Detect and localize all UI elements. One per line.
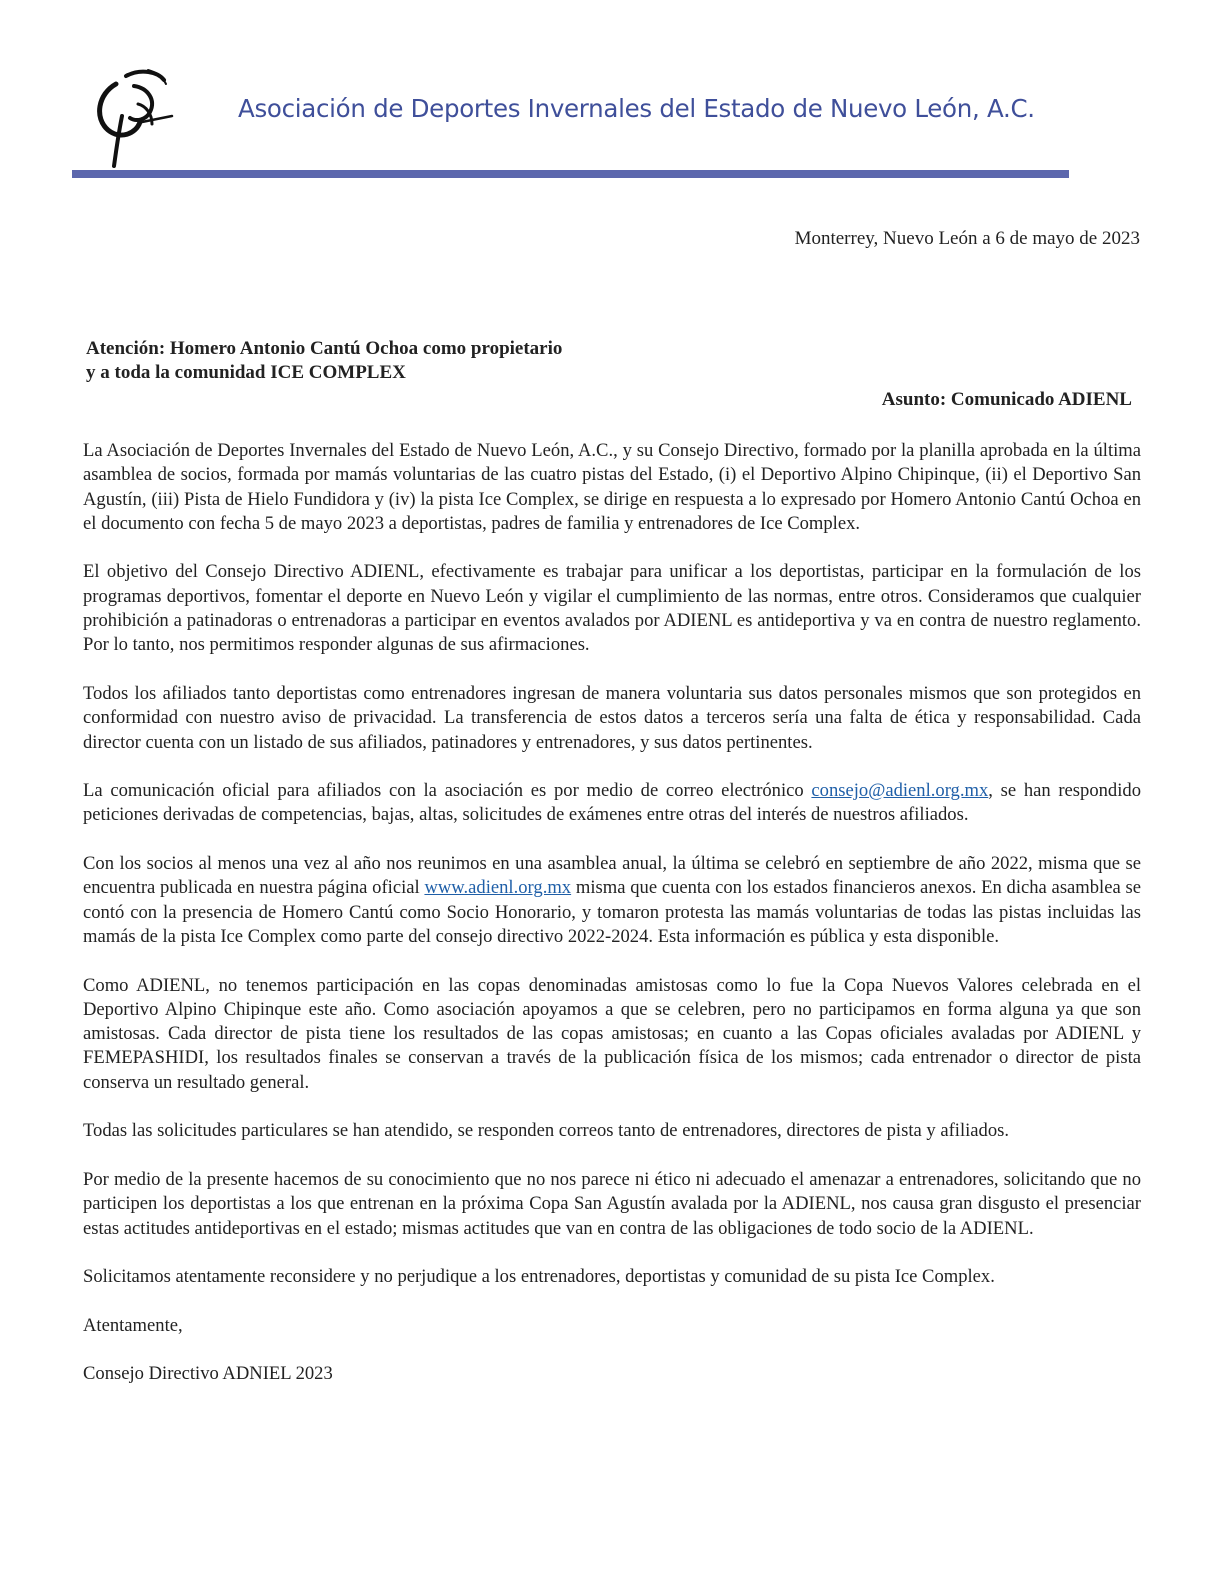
paragraph-cups: Como ADIENL, no tenemos participación en las copas denominadas amistosas como lo fue la Copa Nuevos Valores celebrada en el Deportivo Alpino Chipinque este año. Como asociación apoyamos a que se celebren, pero no participamos en forma alguna ya que son amistosas. Cada director de pista tiene los resultados de las copas amistosas; en cuanto a las Copas oficiales avaladas por ADIENL y FEMEPASHIDI, los resultados finales se conservan a través de la publicación física de los mismos; cada entrenador o director de pista conserva un resultado general. xyxy=(83,974,1141,1093)
letter-body xyxy=(83,439,1141,1386)
paragraph-assembly xyxy=(83,852,1141,949)
paragraph-communication xyxy=(83,779,1141,828)
header-divider xyxy=(72,170,1069,178)
paragraph-objective: El objetivo del Consejo Directivo ADIENL, efectivamente es trabajar para unificar a los deportistas, participar en la formulación de los programas deportivos, fomentar el deporte en Nuevo León y vigilar el cumplimiento de las normas, entre otros. Consideramos que cualquier prohibición a patinadoras o entrenadoras a participar en eventos avalados por ADIENL es antideportiva y va en contra de nuestro reglamento. Por lo tanto, nos permitimos responder algunas de sus afirmaciones. xyxy=(83,561,1141,656)
paragraph-text: La comunicación oficial para afiliados con la asociación es por medio de correo electrónico xyxy=(83,780,812,802)
paragraph-request: Solicitamos atentamente reconsidere y no perjudique a los entrenadores, deportistas y comunidad de su pista Ice Complex. xyxy=(83,1266,995,1288)
letter-date: Monterrey, Nuevo León a 6 de mayo de 2023 xyxy=(794,228,1140,249)
subject-line: Asunto: Comunicado ADIENL xyxy=(881,389,1132,410)
email-link[interactable]: consejo@adienl.org.mx xyxy=(811,780,989,802)
paragraph-privacy: Todos los afiliados tanto deportistas como entrenadores ingresan de manera voluntaria sus datos personales mismos que son protegidos en conformidad con nuestro aviso de privacidad. La transferencia de estos datos a terceros sería una falta de ética y responsabilidad. Cada director cuenta con un listado de sus afiliados, patinadores y entrenadores, y sus datos pertinentes. xyxy=(83,682,1141,753)
paragraph-concern: Por medio de la presente hacemos de su conocimiento que no nos parece ni ético ni adecuado el amenazar a entrenadores, solicitando que no participen los deportistas a los que entrenan en la próxima Copa San Agustín avalada por la ADIENL, nos causa gran disgusto el presenciar estas actitudes antideportivas en el estado; mismas actitudes que van en contra de las obligaciones de todo socio de la ADIENL. xyxy=(83,1168,1141,1239)
attention-line-1: Atención: Homero Antonio Cantú Ochoa como propietario xyxy=(86,338,563,359)
website-link[interactable]: www.adienl.org.mx xyxy=(424,877,572,899)
paragraph-text: , se han respondido peticiones derivadas de competencias, bajas, altas, solicitudes de exámenes entre otras del interés de nuestros afiliados. xyxy=(83,780,1141,826)
attention-block xyxy=(86,337,562,385)
letterhead xyxy=(0,0,1216,190)
closing: Atentamente, xyxy=(83,1314,183,1336)
paragraph-intro: La Asociación de Deportes Invernales del Estado de Nuevo León, A.C., y su Consejo Directivo, formado por la planilla aprobada en la última asamblea de socios, formada por mamás voluntarias de las cuatro pistas del Estado, (i) el Deportivo Alpino Chipinque, (ii) el Deportivo San Agustín, (iii) Pista de Hielo Fundidora y (iv) la pista Ice Complex, se dirige en respuesta a lo expresado por Homero Antonio Cantú Ochoa en el documento con fecha 5 de mayo 2023 a deportistas, padres de familia y entrenadores de Ice Complex. xyxy=(83,440,1141,534)
paragraph-text: Con los socios al menos una vez al año nos reunimos en una asamblea anual, la última se celebró en septiembre de año 2022, misma que se encuentra publicada en nuestra página oficial xyxy=(83,853,1141,899)
signature: Consejo Directivo ADNIEL 2023 xyxy=(83,1362,333,1384)
organization-name: Asociación de Deportes Invernales del Estado de Nuevo León, A.C. xyxy=(238,94,1035,123)
attention-line-2: y a toda la comunidad ICE COMPLEX xyxy=(86,362,406,383)
skater-logo-icon xyxy=(86,66,182,170)
paragraph-text: misma que cuenta con los estados financieros anexos. En dicha asamblea se contó con la presencia de Homero Cantú como Socio Honorario, y tomaron protesta las mamás voluntarias de todas las pistas incluidas las mamás de la pista Ice Complex como parte del consejo directivo 2022-2024. Esta información es pública y esta disponible. xyxy=(83,877,1141,947)
paragraph-requests: Todas las solicitudes particulares se han atendido, se responden correos tanto de entrenadores, directores de pista y afiliados. xyxy=(83,1120,1010,1142)
